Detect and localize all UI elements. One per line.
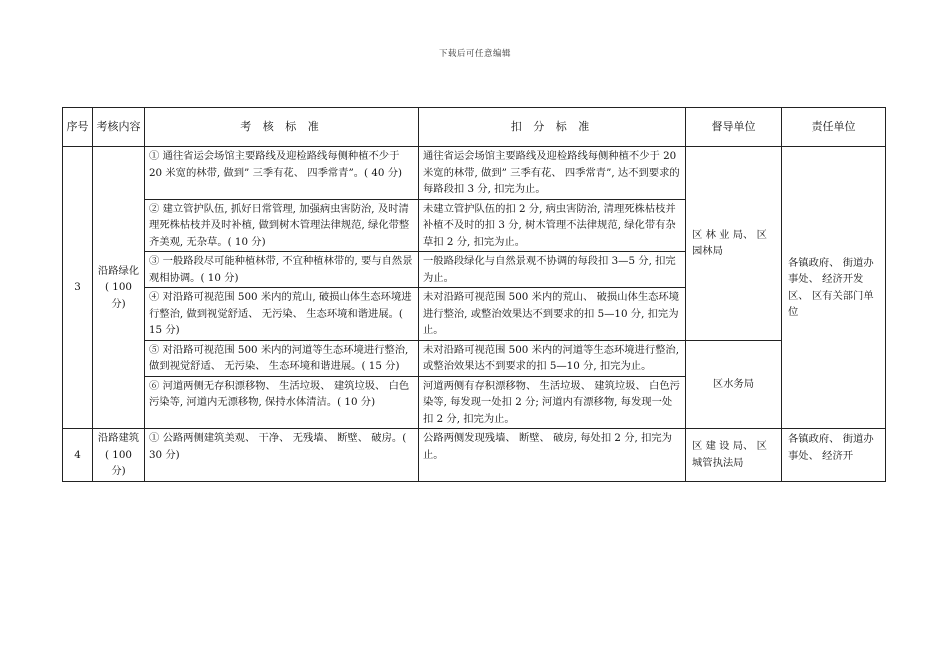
- header-supervisor: 督导单位: [686, 108, 782, 147]
- deduction-cell: 通往省运会场馆主要路线及迎检路线每侧种植不少于 20 米宽的林带, 做到” 三季有花、 四季常青”, 达不到要求的每路段扣 3 分, 扣完为止。: [419, 147, 686, 200]
- deduction-cell: 未建立管护队伍的扣 2 分, 病虫害防治, 清理死株枯枝并补植不及时的扣 3 分, 树木管理不法律规范, 绿化带有杂草扣 2 分, 扣完为止。: [419, 199, 686, 252]
- standard-cell: ② 建立管护队伍, 抓好日常管理, 加强病虫害防治, 及时清理死株枯枝并及时补植, 做到树木管理法律规范, 绿化带整齐美观, 无杂草。( 10 分): [145, 199, 419, 252]
- header-item: 考核内容: [93, 108, 145, 147]
- standard-cell: ① 通往省运会场馆主要路线及迎检路线每侧种植不少于 20 米宽的林带, 做到” 三季有花、 四季常青”。( 40 分): [145, 147, 419, 200]
- deduction-cell: 一般路段绿化与自然景观不协调的每段扣 3—5 分, 扣完为止。: [419, 252, 686, 288]
- deduction-cell: 未对沿路可视范围 500 米内的河道等生态环境进行整治, 或整治效果达不到要求的扣 5—10 分, 扣完为止。: [419, 340, 686, 376]
- standard-cell: ⑥ 河道两侧无存积漂移物、 生活垃圾、 建筑垃圾、 白色污染等, 河道内无漂移物, 保持水体清洁。( 10 分): [145, 376, 419, 429]
- header-responsible: 责任单位: [782, 108, 886, 147]
- supervisor-cell: 区 林 业 局、 区园林局: [686, 147, 782, 341]
- responsible-cell: 各镇政府、 街道办事处、 经济开: [782, 429, 886, 482]
- header-note: 下载后可任意编辑: [438, 49, 511, 59]
- assessment-item: 沿路建筑 ( 100 分): [93, 429, 145, 482]
- assessment-table: [62, 107, 886, 482]
- table-row: [63, 340, 886, 376]
- row-number: 4: [63, 429, 93, 482]
- deduction-cell: 河道两侧有存积漂移物、 生活垃圾、 建筑垃圾、 白色污染等, 每发现一处扣 2 分; 河道内有漂移物, 每发现一处扣 2 分, 扣完为止。: [419, 376, 686, 429]
- table-row: [63, 147, 886, 200]
- deduction-cell: 公路两侧发现残墙、 断壁、 破房, 每处扣 2 分, 扣完为止。: [419, 429, 686, 482]
- responsible-cell: 各镇政府、 街道办事处、 经济开发区、 区有关部门单位: [782, 147, 886, 429]
- header-deduction: 扣 分 标 准: [419, 108, 686, 147]
- standard-cell: ③ 一般路段尽可能种植林带, 不宜种植林带的, 要与自然景观相协调。( 10 分): [145, 252, 419, 288]
- table-header-row: [63, 108, 886, 147]
- header-standard: 考 核 标 准: [145, 108, 419, 147]
- row-number: 3: [63, 147, 93, 429]
- standard-cell: ⑤ 对沿路可视范围 500 米内的河道等生态环境进行整治, 做到视觉舒适、 无污染、 生态环境和谐进展。( 15 分): [145, 340, 419, 376]
- supervisor-cell: 区 建 设 局、 区城管执法局: [686, 429, 782, 482]
- header-no: 序号: [63, 108, 93, 147]
- standard-cell: ① 公路两侧建筑美观、 干净、 无残墙、 断壁、 破房。( 30 分): [145, 429, 419, 482]
- supervisor-cell: 区水务局: [686, 340, 782, 429]
- standard-cell: ④ 对沿路可视范围 500 米内的荒山, 破损山体生态环境进行整治, 做到视觉舒适、 无污染、 生态环境和谐进展。( 15 分): [145, 288, 419, 341]
- deduction-cell: 未对沿路可视范围 500 米内的荒山、 破损山体生态环境进行整治, 或整治效果达不到要求的扣 5—10 分, 扣完为止。: [419, 288, 686, 341]
- assessment-item: 沿路绿化 ( 100 分): [93, 147, 145, 429]
- table-row: [63, 429, 886, 482]
